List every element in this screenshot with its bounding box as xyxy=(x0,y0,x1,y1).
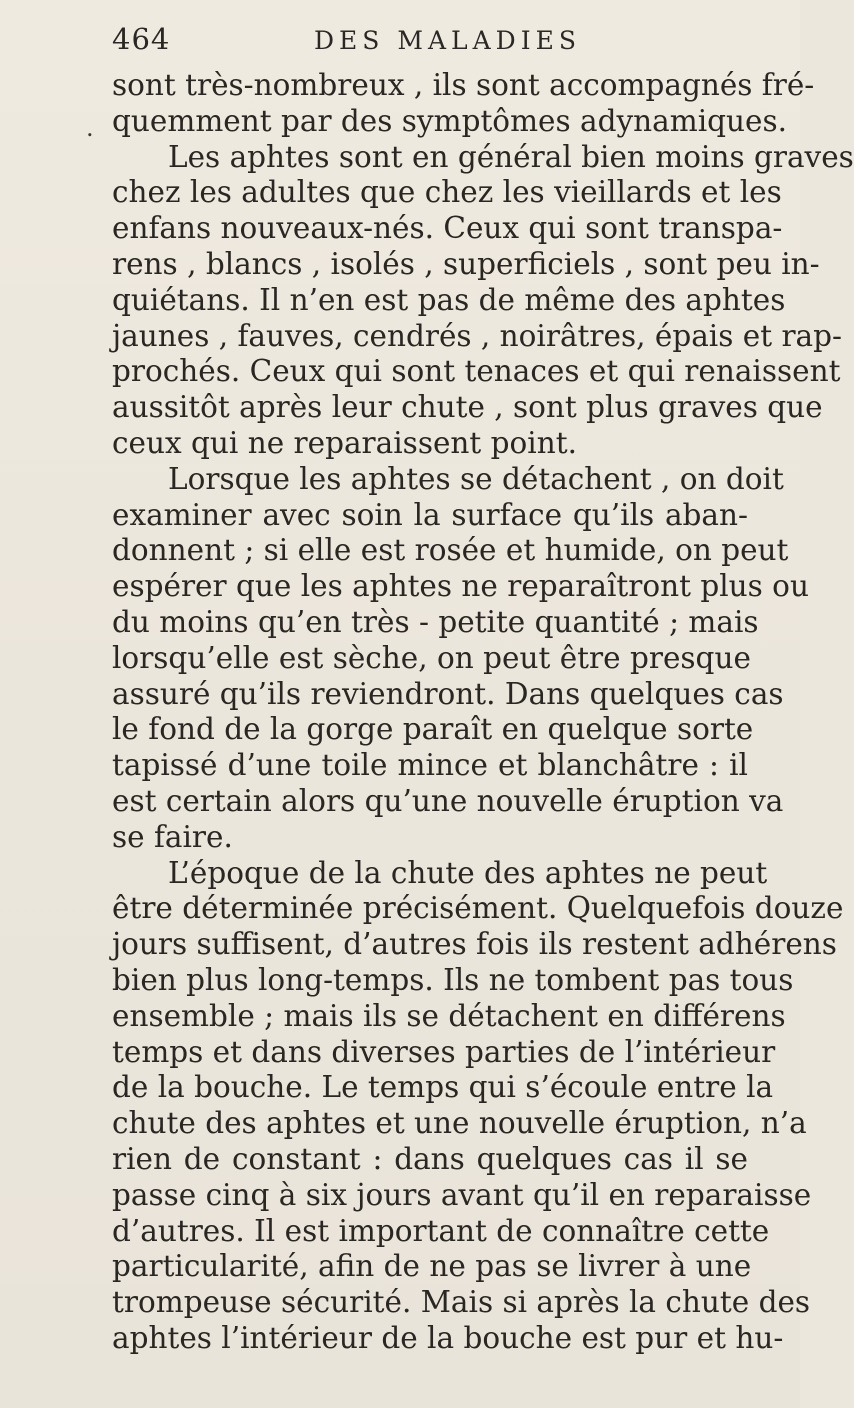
running-title: DES MALADIES xyxy=(314,26,581,55)
body-text xyxy=(112,68,854,1357)
text-line: du moins qu’en très - petite quantité ; mais xyxy=(112,604,759,639)
text-line: le fond de la gorge paraît en quelque sorte xyxy=(112,712,754,747)
text-line: sont très-nombreux , ils sont accompagnés fré- xyxy=(112,68,815,102)
text-line: rien de constant : dans quelques cas il se xyxy=(112,1141,748,1176)
text-line: donnent ; si elle est rosée et humide, on peut xyxy=(112,533,789,568)
text-line: temps et dans diverses parties de l’intérieur xyxy=(112,1034,776,1069)
text-line: d’autres. Il est important de connaître cette xyxy=(112,1213,770,1248)
text-line: L’époque de la chute des aphtes ne peut xyxy=(168,855,768,890)
text-line: ceux qui ne reparaissent point. xyxy=(112,425,577,460)
text-line: passe cinq à six jours avant qu’il en reparaisse xyxy=(112,1177,812,1212)
text-line: tapissé d’une toile mince et blanchâtre : il xyxy=(112,748,748,783)
text-line: aussitôt après leur chute , sont plus graves que xyxy=(112,390,823,425)
text-line: enfans nouveaux-nés. Ceux qui sont transpa- xyxy=(112,211,783,246)
text-line: bien plus long-temps. Ils ne tombent pas tous xyxy=(112,962,794,997)
text-line: être déterminée précisément. Quelquefois douze xyxy=(112,891,844,926)
text-line: jours suffisent, d’autres fois ils restent adhérens xyxy=(112,927,837,962)
text-line: trompeuse sécurité. Mais si après la chute des xyxy=(112,1285,811,1320)
text-line: quemment par des symptômes adynamiques. xyxy=(112,103,787,138)
text-line: examiner avec soin la surface qu’ils aban- xyxy=(112,497,748,532)
text-line: quiétans. Il n’en est pas de même des aphtes xyxy=(112,282,786,317)
text-line: Les aphtes sont en général bien moins graves xyxy=(168,139,854,174)
text-line: espérer que les aphtes ne reparaîtront plus ou xyxy=(112,569,809,604)
text-line: se faire. xyxy=(112,819,233,854)
text-line: assuré qu’ils reviendront. Dans quelques cas xyxy=(112,676,784,711)
text-line: de la bouche. Le temps qui s’écoule entre la xyxy=(112,1070,774,1105)
text-line: particularité, afin de ne pas se livrer à une xyxy=(112,1249,752,1284)
text-line: chute des aphtes et une nouvelle éruption, n’a xyxy=(112,1106,807,1141)
text-line: rens , blancs , isolés , superficiels , sont peu in- xyxy=(112,246,820,281)
text-line: Lorsque les aphtes se détachent , on doit xyxy=(168,461,784,496)
text-line: ensemble ; mais ils se détachent en différens xyxy=(112,998,786,1033)
text-line: aphtes l’intérieur de la bouche est pur et hu- xyxy=(112,1320,784,1355)
text-line: chez les adultes que chez les vieillards et les xyxy=(112,175,782,210)
text-line: jaunes , fauves, cendrés , noirâtres, épais et rap- xyxy=(112,318,842,353)
text-line: lorsqu’elle est sèche, on peut être presque xyxy=(112,640,751,675)
page-header xyxy=(112,22,752,62)
margin-mark: . xyxy=(86,114,94,142)
page-number: 464 xyxy=(112,22,171,56)
text-line: est certain alors qu’une nouvelle éruption va xyxy=(112,783,784,818)
text-line: prochés. Ceux qui sont tenaces et qui renaissent xyxy=(112,354,841,389)
